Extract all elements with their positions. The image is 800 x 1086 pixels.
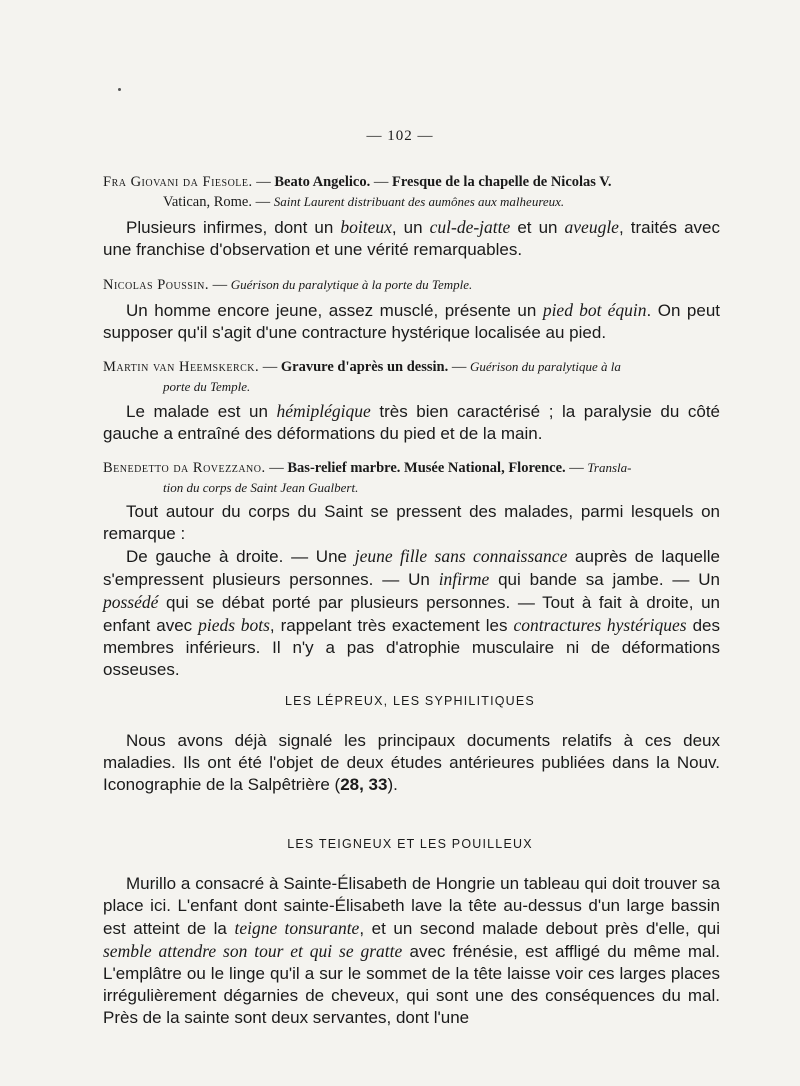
text-run: ). [387, 775, 398, 794]
dash: — [448, 359, 470, 375]
paragraph [103, 730, 720, 796]
subject: Guérison du paralytique à la [469, 359, 621, 374]
italic-term: possédé [103, 592, 159, 612]
section-title-teigneux: LES TEIGNEUX ET LES POUILLEUX [287, 837, 533, 851]
dash: — [209, 277, 231, 293]
italic-term: pieds bots [198, 615, 270, 635]
entry-text-rovezzano [103, 501, 720, 681]
text-run: qui bande sa jambe. — Un [489, 570, 721, 589]
dash: — [565, 460, 588, 476]
subject: Saint Laurent distribuant des aumônes aux malheureux. [273, 194, 565, 209]
italic-term: infirme [438, 569, 490, 589]
work-title: Gravure d'après un dessin. [280, 359, 449, 375]
text-run: très bien caractérisé ; la paralysie du côté gauche a entraîné des déformations du pied et de la main. [103, 402, 720, 443]
heading-continuation [103, 192, 723, 212]
work-title: Beato Angelico. [274, 174, 371, 190]
italic-term: cul-de-jatte [429, 217, 511, 237]
subject: Guérison du paralytique à la porte du Temple. [230, 277, 473, 292]
text-run: , un [391, 218, 430, 237]
entry-heading-poussin [103, 275, 723, 295]
dash: — [252, 194, 274, 210]
text-run: De gauche à droite. — Une [126, 547, 355, 566]
text-run: . On peut supposer qu'il s'agit d'une contracture hystérique localisée au pied. [103, 301, 720, 342]
artist-name: Nicolas Poussin. [103, 277, 210, 293]
text-run: , et un second malade debout près d'elle, qui [359, 919, 721, 938]
artist-name: Fra Giovani da Fiesole. [103, 174, 253, 190]
italic-term: semble attendre son tour et qui se gratte [103, 941, 403, 961]
paragraph [103, 545, 720, 681]
section-text-teigneux [103, 873, 720, 1029]
entry-heading-fiesole [103, 172, 723, 212]
text-run: Plusieurs infirmes, dont un [126, 218, 341, 237]
section-text-lepreux [103, 730, 720, 796]
dash: — [259, 359, 281, 375]
italic-term: hémiplégique [276, 401, 371, 421]
paragraph [103, 216, 720, 261]
text-run: avec frénésie, est affligé du même mal. L'emplâtre ou le linge qu'il a sur le sommet de la tête laisse voir ces larges places irrégulièrement dégarnies de cheveux, qui sont une des conséquences du mal. Près de la sainte sont deux servantes, dont l'une [103, 942, 721, 1027]
text-run: Nous avons déjà signalé les principaux documents relatifs à ces deux maladies. Ils ont été l'objet de deux études antérieures publiées dans la Nouv. Iconographie de la Salpêtrière ( [103, 731, 720, 794]
text-run: Le malade est un [126, 402, 277, 421]
text-run: Murillo a consacré à Sainte-Élisabeth de Hongrie un tableau qui doit trouver sa place ici. L'enfant dont sainte-Élisabeth lave la tête au-dessus d'un large bassin est atteint de la [103, 874, 720, 938]
reference-numbers: 28, 33 [340, 775, 388, 794]
entry-text-poussin [103, 299, 720, 344]
dash: — [370, 174, 392, 190]
italic-term: teigne tonsurante [234, 918, 360, 938]
text-run: , traités avec une franchise d'observation et une vérité remarquables. [103, 218, 720, 259]
ink-speck [118, 88, 121, 91]
subject-cont: porte du Temple. [163, 379, 251, 394]
heading-continuation [103, 478, 723, 498]
paragraph [103, 873, 720, 1029]
text-run: des membres inférieurs. Il n'y a pas d'atrophie musculaire ni de déformations osseuses. [103, 616, 720, 679]
work-title: Bas-relief marbre. Musée National, Florence. [287, 460, 566, 476]
italic-term: pied bot équin [542, 300, 647, 320]
entry-heading-heemskerck [103, 357, 723, 397]
subject: Transla- [587, 460, 632, 475]
italic-term: boiteux [340, 217, 392, 237]
entry-heading-rovezzano [103, 458, 723, 498]
text-run: auprès de laquelle s'empressent plusieurs personnes. — Un [103, 547, 720, 589]
entry-text-heemskerck [103, 400, 720, 445]
text-run: qui se débat porté par plusieurs personnes. — Tout à fait à droite, un enfant avec [103, 593, 720, 635]
section-title-lepreux: LES LÉPREUX, LES SYPHILITIQUES [285, 694, 535, 708]
dash: — [252, 174, 275, 190]
dash: — [265, 460, 288, 476]
paragraph [103, 299, 720, 344]
italic-term: contractures hystériques [513, 615, 687, 635]
italic-term: jeune fille sans connaissance [354, 546, 568, 566]
page-number: — 102 — [366, 128, 434, 144]
text-run: Un homme encore jeune, assez musclé, présente un [126, 301, 543, 320]
text-run: , rappelant très exactement les [269, 616, 514, 635]
text-run: et un [510, 218, 565, 237]
paragraph: Tout autour du corps du Saint se pressent des malades, parmi lesquels on remarque : [103, 502, 720, 543]
paragraph [103, 400, 720, 445]
entry-text-fiesole [103, 216, 720, 261]
artist-name: Benedetto da Rovezzano. [103, 460, 266, 476]
subject-cont: tion du corps de Saint Jean Gualbert. [163, 480, 359, 495]
italic-term: aveugle [564, 217, 619, 237]
heading-continuation [103, 377, 723, 397]
artist-name: Martin van Heemskerck. [103, 359, 260, 375]
work-title-2: Fresque de la chapelle de Nicolas V. [392, 174, 612, 190]
place: Vatican, Rome. [163, 194, 252, 210]
